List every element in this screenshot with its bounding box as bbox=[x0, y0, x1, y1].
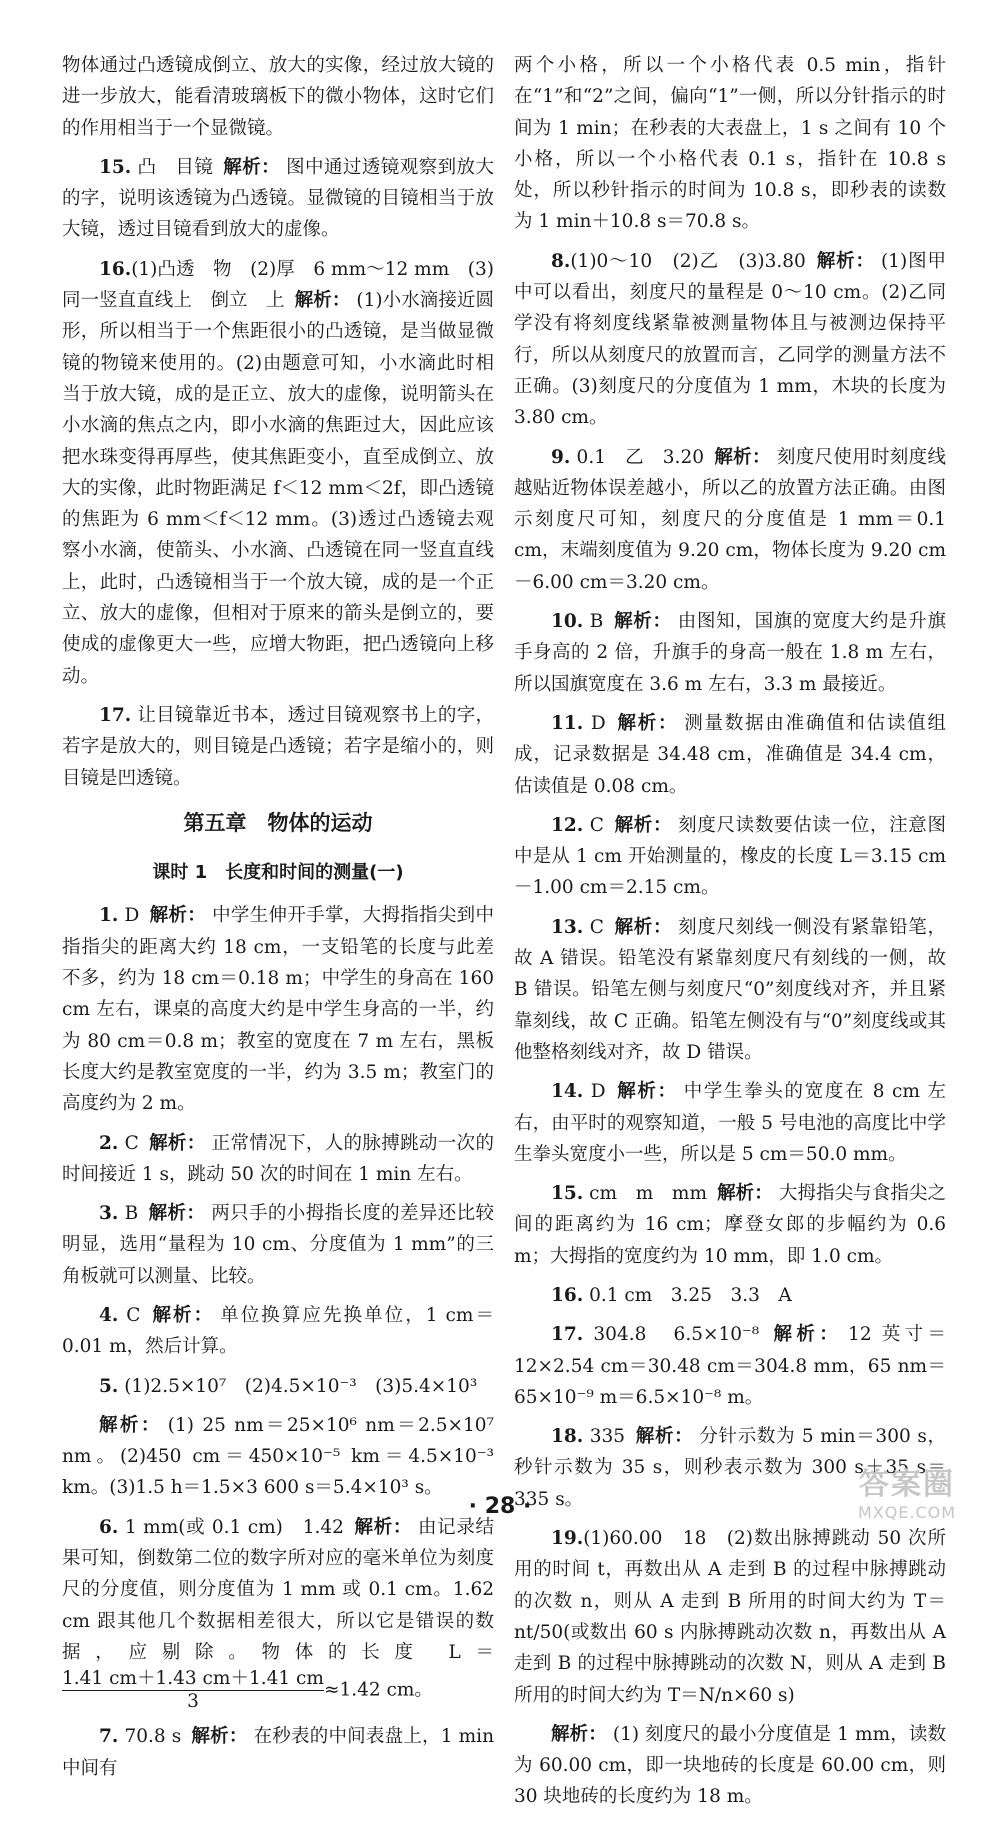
continued-paragraph: 物体通过凸透镜成倒立、放大的实像，经过放大镜的进一步放大，能看清玻璃板下的微小物体，这时它们的作用相当于一个显微镜。 bbox=[62, 55, 494, 139]
answer-16: 16.(1)凸透 物 (2)厚 6 mm～12 mm (3)同一竖直直线上 倒立 上 解析： (1)小水滴接近圆形，所以相当于一个焦距很小的凸透镜，是当做显微镜的物镜来使用的。(2)由题意可知，小水滴此时相当于放大镜，成的是正立、放大的虚像，说明箭头在小水滴的焦点之内，即小水滴的焦距过大，因此应该把水珠变得再厚些，使其焦距变小，直至成倒立、放大的实像，此时物距满足 f＜12 mm＜2f，即凸透镜的焦距为 6 mm＜f＜12 mm。(3)透过凸透镜去观察小水滴，使箭头、小水滴、凸透镜在同一竖直直线上，此时，凸透镜相当于一个放大镜，成的是一个正立、放大的虚像，但相对于原来的箭头是倒立的，要使成的虚像更大一些，应增大物距，把凸透镜向上移动。 bbox=[62, 258, 494, 687]
answer-1: 1. D 解析： 中学生伸开手掌，大拇指指尖到中指指尖的距离大约 18 cm，一支铅笔的长度与此差不多，约为 18 cm＝0.18 m；中学生的身高在 160 cm 左右，课桌的高度大约是中学生身高的一半，约为 80 cm＝0.8 m；教室的宽度在 7 m 左右，黑板长度大约是教室宽度的一半，约为 3.5 m；教室门的高度约为 2 m。 bbox=[62, 905, 494, 1115]
fraction-numerator: 1.41 cm＋1.43 cm＋1.41 cm bbox=[62, 1668, 324, 1690]
section-title: 课时 1 长度和时间的测量(一) bbox=[152, 862, 404, 884]
answer-7: 7. 70.8 s 解析： 在秒表的中间表盘上，1 min 中间有 bbox=[62, 1726, 494, 1779]
answer-5: 5. (1)2.5×10⁷ (2)4.5×10⁻³ (3)5.4×10³ bbox=[99, 1375, 478, 1397]
answer-7-continued: 两个小格，所以一个小格代表 0.5 min，指针在“1”和“2”之间，偏向“1”一侧，所以分针指示的时间为 1 min；在秒表的大表盘上，1 s 之间有 10 个小格，所以一个小格代表 0.1 s，指针在 10.8 s 处，所以秒针指示的时间为 10.8 s，即秒表的读数为 1 min＋10.8 s＝70.8 s。 bbox=[514, 55, 946, 233]
answer-17-right: 17. 304.8 6.5×10⁻⁸ 解析： 12 英寸＝12×2.54 cm＝30.48 cm＝304.8 mm，65 nm＝65×10⁻⁹ m＝6.5×10⁻⁸ m。 bbox=[514, 1324, 946, 1408]
answer-3: 3. B 解析： 两只手的小拇指长度的差异还比较明显，选用“量程为 10 cm、分度值为 1 mm”的三角板就可以测量、比较。 bbox=[62, 1203, 494, 1287]
answer-11: 11. D 解析： 测量数据由准确值和估读值组成，记录数据是 34.48 cm，准确值是 34.4 cm，估读值是 0.08 cm。 bbox=[514, 712, 946, 797]
answer-19-analysis: 解析： (1) 刻度尺的最小分度值是 1 mm，读数为 60.00 cm，即一块地砖的长度是 60.00 cm，则 30 块地砖的长度约为 18 m。 bbox=[514, 1723, 946, 1808]
answer-5-analysis: 解析： (1) 25 nm＝25×10⁶ nm＝2.5×10⁷ nm。(2)450 cm＝450×10⁻⁵ km＝4.5×10⁻³ km。(3)1.5 h＝1.5×3 600 s＝5.4×10³ s。 bbox=[62, 1414, 494, 1499]
answer-4: 4. C 解析： 单位换算应先换单位，1 cm＝0.01 m，然后计算。 bbox=[62, 1304, 494, 1358]
answer-12: 12. C 解析： 刻度尺读数要估读一位，注意图中是从 1 cm 开始测量的，橡皮的长度 L＝3.15 cm－1.00 cm＝2.15 cm。 bbox=[514, 814, 946, 899]
answer-19: 19.(1)60.00 18 (2)数出脉搏跳动 50 次所用的时间 t，再数出从 A 走到 B 的过程中脉搏跳动的次数 n，则从 A 走到 B 所用的时间大约为 T＝nt/50(或数出 60 s 内脉搏跳动次数 n，再数出从 A 走到 B 的过程中脉搏跳动的次数 N，则从 A 走到 B 所用的时间大约为 T＝N/n×60 s) bbox=[514, 1528, 946, 1706]
answer-13: 13. C 解析： 刻度尺刻线一侧没有紧靠铅笔，故 A 错误。铅笔没有紧靠刻度尺有刻线的一侧，故 B 错误。铅笔左侧与刻度尺“0”刻度线对齐，并且紧靠刻线，故 C 正确。铅笔左侧没有与“0”刻度线或其他整格刻线对齐，故 D 错误。 bbox=[514, 916, 946, 1063]
answer-17: 17. 让目镜靠近书本，透过目镜观察书上的字，若字是放大的，则目镜是凸透镜；若字是缩小的，则目镜是凹透镜。 bbox=[62, 704, 494, 789]
chapter-title: 第五章 物体的运动 bbox=[183, 810, 373, 835]
answer-18: 18. 335 解析： 分针示数为 5 min＝300 s，秒针示数为 35 s，则秒表示数为 300 s＋35 s＝335 s。 bbox=[514, 1426, 946, 1510]
answer-16-right: 16. 0.1 cm 3.25 3.3 A bbox=[551, 1284, 792, 1306]
answer-2: 2. C 解析： 正常情况下，人的脉搏跳动一次的时间接近 1 s，跳动 50 次的时间在 1 min 左右。 bbox=[62, 1132, 494, 1185]
watermark-logo bbox=[832, 1467, 982, 1531]
answer-10: 10. B 解析： 由图知，国旗的宽度大约是升旗手身高的 2 倍，升旗手的身高一般在 1.8 m 左右，所以国旗宽度在 3.6 m 左右，3.3 m 最接近。 bbox=[514, 611, 946, 695]
left-column bbox=[62, 50, 494, 1792]
answer-8: 8.(1)0～10 (2)乙 (3)3.80 解析： (1)图甲中可以看出，刻度尺的量程是 0～10 cm。(2)乙同学没有将刻度线紧靠被测量物体且与被测边保持平行，所以从刻度尺的放置而言，乙同学的测量方法不正确。(3)刻度尺的分度值为 1 mm，木块的长度为 3.80 cm。 bbox=[514, 250, 946, 429]
right-column bbox=[514, 50, 946, 1821]
fraction bbox=[62, 1668, 324, 1713]
fraction-denominator: 3 bbox=[187, 1691, 199, 1713]
watermark-url: MXQE.COM bbox=[857, 1503, 957, 1522]
answer-14: 14. D 解析： 中学生拳头的宽度在 8 cm 左右，由平时的观察知道，一般 5 号电池的高度比中学生拳头宽度小一些，所以是 5 cm＝50.0 mm。 bbox=[514, 1081, 946, 1165]
watermark-main-text: 答案圈 bbox=[859, 1467, 955, 1502]
page-number: · 28 · bbox=[468, 1494, 532, 1519]
answer-6: 6. 1 mm(或 0.1 cm) 1.42 解析： 由记录结果可知，倒数第二位的数字所对应的毫米单位为刻度尺的分度值，则分度值为 1 mm 或 0.1 cm。1.62 cm 跟其他几个数据相差很大，所以它是错误的数据，应剔除。物体的长度 L＝ $\frac{1.41 cm+1.43 cm+1.41 cm}{3}$ ≈1.42 cm。 bbox=[62, 1516, 494, 1713]
answer-9: 9. 0.1 乙 3.20 解析： 刻度尺使用时刻度线越贴近物体误差越小，所以乙的放置方法正确。由图示刻度尺可知，刻度尺的分度值是 1 mm＝0.1 cm，末端刻度值为 9.20 cm，物体长度为 9.20 cm－6.00 cm＝3.20 cm。 bbox=[514, 446, 946, 593]
answer-15: 15. 凸 目镜 解析： 图中通过透镜观察到放大的字，说明该透镜为凸透镜。显微镜的目镜相当于放大镜，透过目镜看到放大的虚像。 bbox=[62, 156, 494, 241]
answer-15-right: 15. cm m mm 解析： 大拇指尖与食指尖之间的距离约为 16 cm；摩登女郎的步幅约为 0.6 m；大拇指的宽度约为 10 mm，即 1.0 cm。 bbox=[514, 1183, 946, 1267]
